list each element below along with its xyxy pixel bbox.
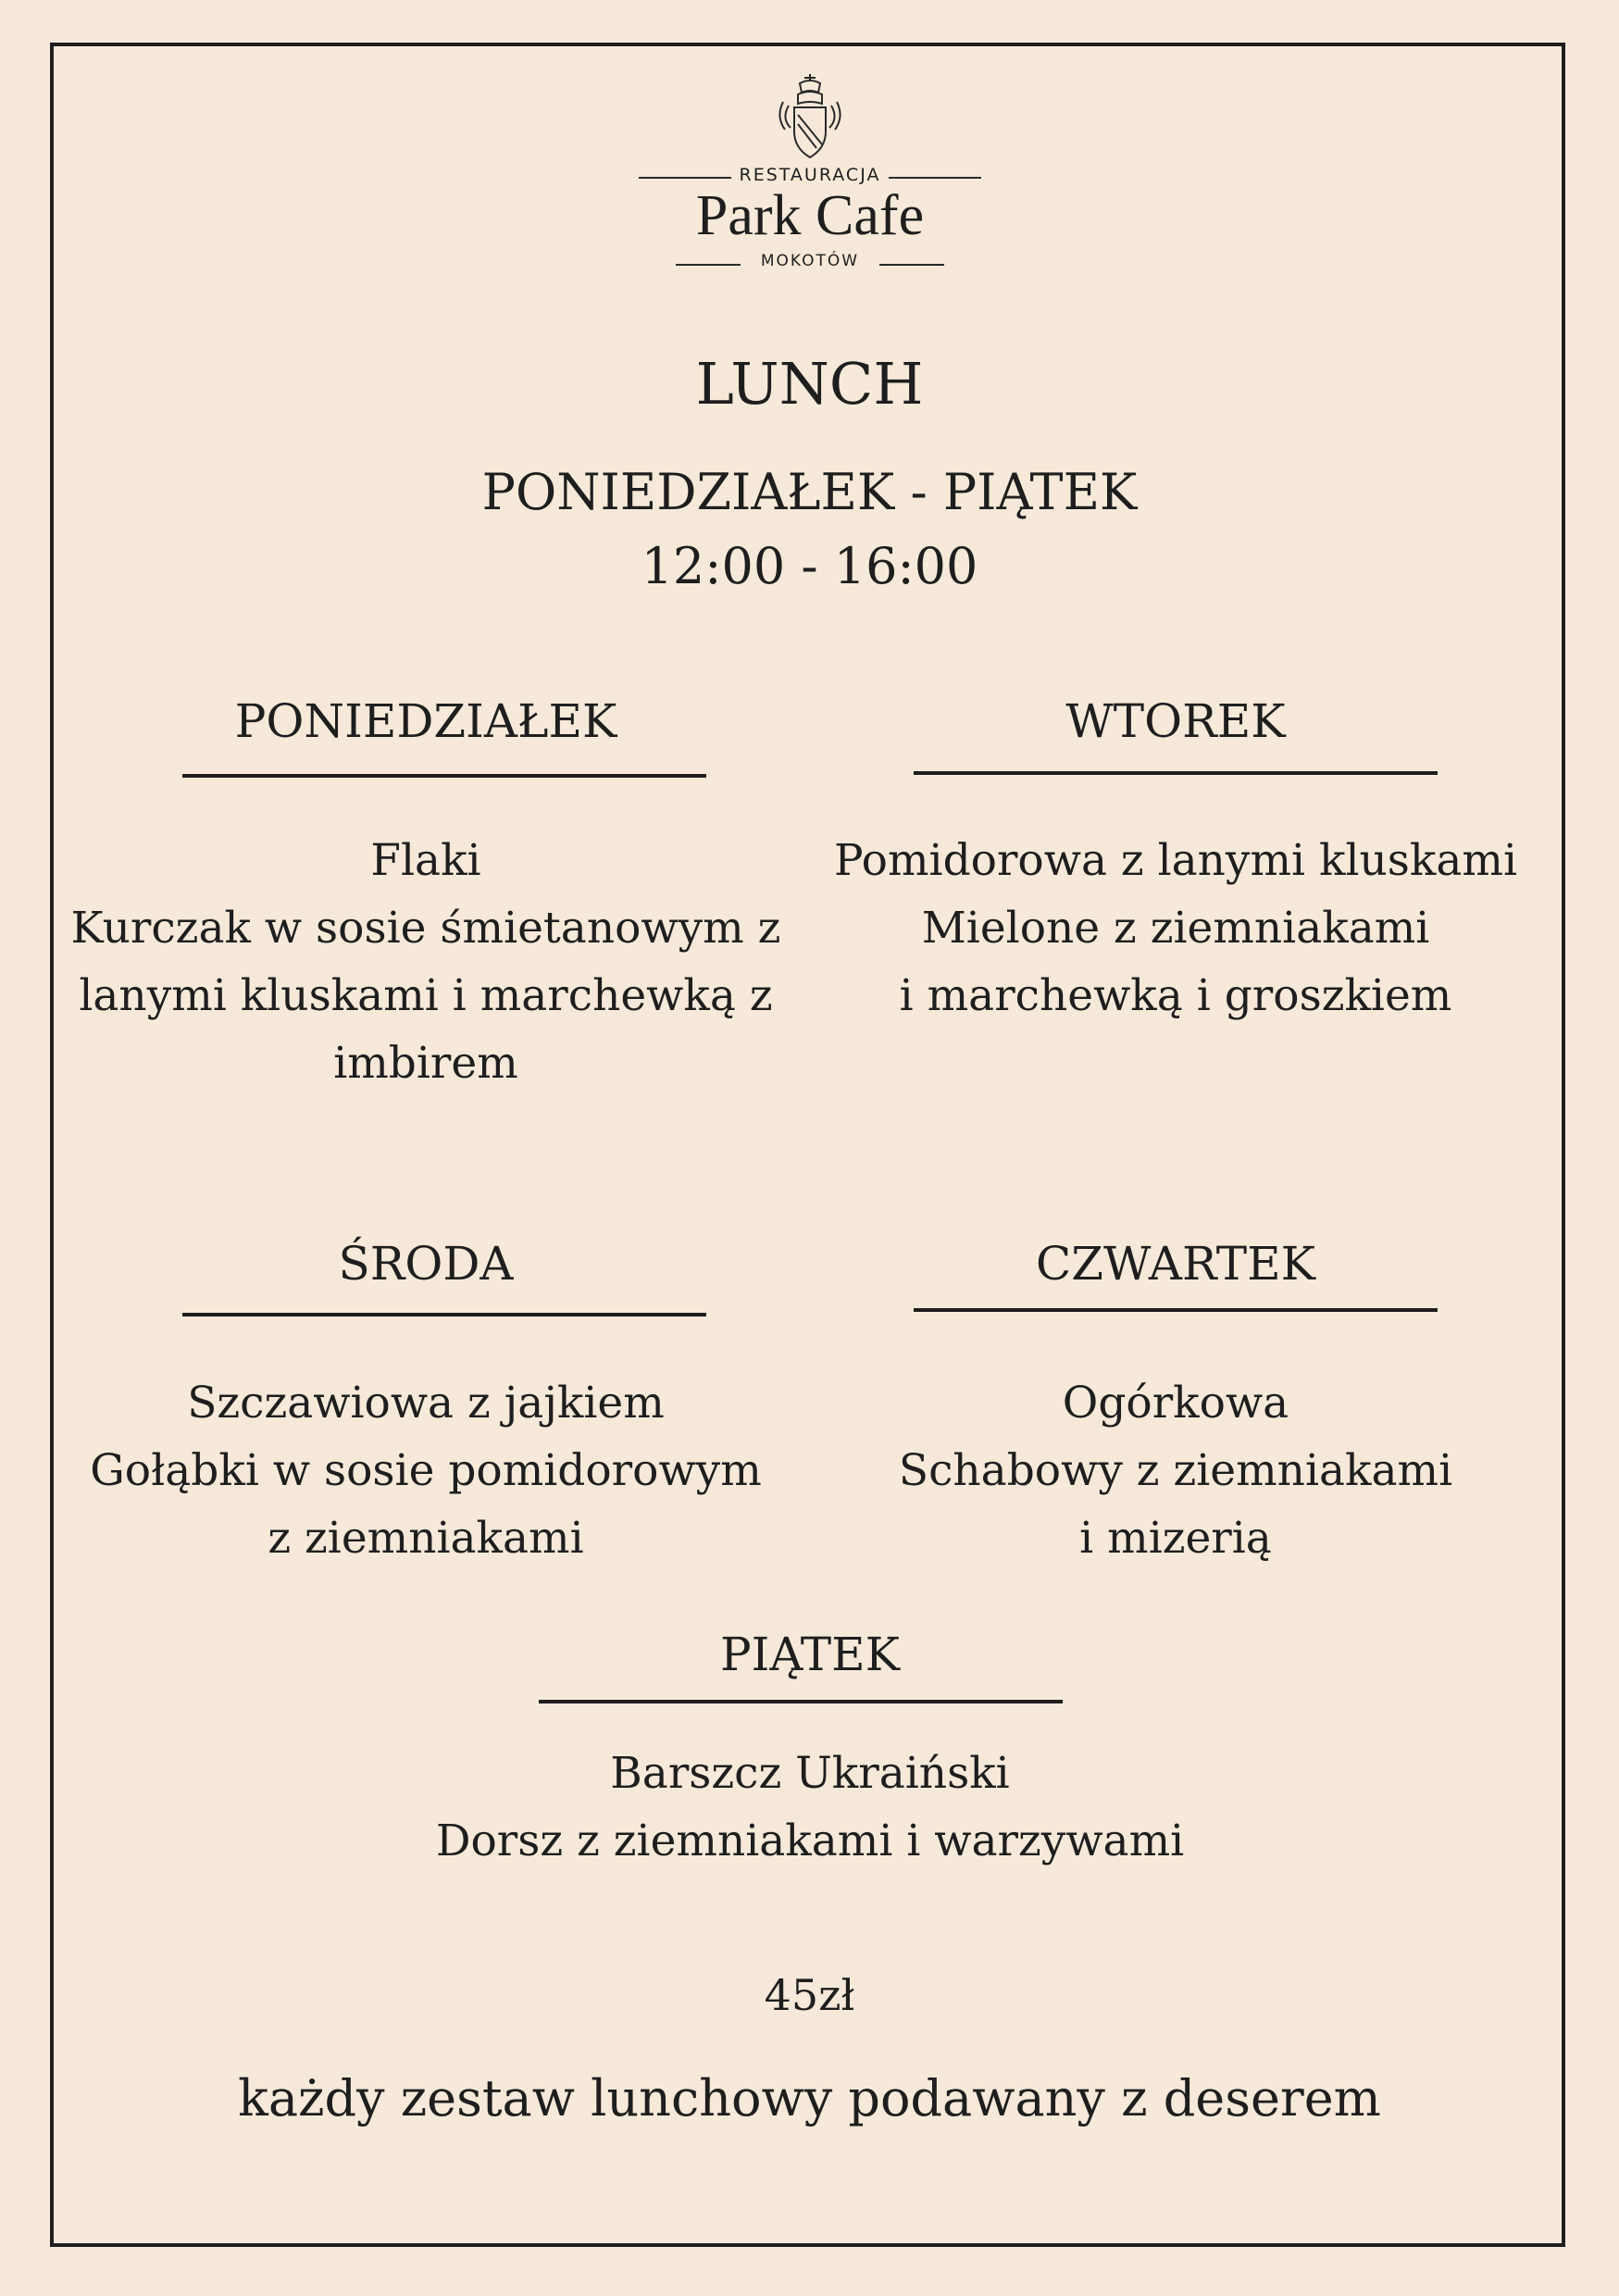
wednesday-divider bbox=[182, 1313, 706, 1316]
menu-line: lanymi kluskami i marchewką z bbox=[79, 970, 773, 1021]
thursday-heading: CZWARTEK bbox=[1036, 1237, 1315, 1291]
menu-line: imbirem bbox=[333, 1038, 518, 1089]
menu-line: Flaki bbox=[370, 835, 481, 886]
menu-line: Pomidorowa z lanymi kluskami bbox=[833, 835, 1518, 886]
monday-divider bbox=[182, 774, 706, 778]
tuesday-divider bbox=[914, 771, 1438, 775]
wednesday-menu bbox=[56, 1369, 796, 1572]
logo-name: Park Cafe bbox=[695, 184, 925, 247]
dessert-note: każdy zestaw lunchowy podawany z deserem bbox=[238, 2069, 1381, 2128]
thursday-divider bbox=[914, 1308, 1438, 1312]
page-title: LUNCH bbox=[695, 350, 924, 418]
wednesday-heading: ŚRODA bbox=[338, 1237, 514, 1291]
menu-line: Schabowy z ziemniakami bbox=[898, 1445, 1453, 1496]
days-range: PONIEDZIAŁEK - PIĄTEK bbox=[481, 463, 1138, 521]
menu-line: i mizerią bbox=[1079, 1513, 1272, 1564]
logo-location-label bbox=[676, 252, 944, 278]
menu-line: i marchewką i groszkiem bbox=[899, 970, 1452, 1021]
coat-of-arms-icon bbox=[772, 70, 848, 163]
tuesday-menu bbox=[805, 827, 1546, 1029]
friday-menu bbox=[347, 1740, 1273, 1875]
menu-line: Ogórkowa bbox=[1062, 1378, 1289, 1429]
price: 45zł bbox=[764, 1970, 855, 2020]
monday-menu bbox=[56, 827, 796, 1097]
menu-line: Mielone z ziemniakami bbox=[921, 903, 1430, 954]
logo-top-text: RESTAURACJA bbox=[739, 165, 881, 185]
thursday-menu bbox=[805, 1369, 1546, 1572]
menu-line: Barszcz Ukraiński bbox=[610, 1748, 1010, 1799]
menu-line: Kurczak w sosie śmietanowym z bbox=[70, 903, 781, 954]
menu-line: z ziemniakami bbox=[268, 1513, 584, 1564]
logo-bottom-text: MOKOTÓW bbox=[760, 252, 860, 270]
friday-divider bbox=[539, 1700, 1063, 1703]
tuesday-heading: WTOREK bbox=[1065, 694, 1286, 748]
friday-heading: PIĄTEK bbox=[720, 1628, 900, 1681]
menu-line: Dorsz z ziemniakami i warzywami bbox=[435, 1816, 1185, 1866]
menu-line: Gołąbki w sosie pomidorowym bbox=[90, 1445, 762, 1496]
menu-line: Szczawiowa z jajkiem bbox=[187, 1378, 665, 1429]
hours: 12:00 - 16:00 bbox=[641, 537, 978, 595]
schedule bbox=[0, 455, 1619, 604]
monday-heading: PONIEDZIAŁEK bbox=[234, 694, 617, 748]
